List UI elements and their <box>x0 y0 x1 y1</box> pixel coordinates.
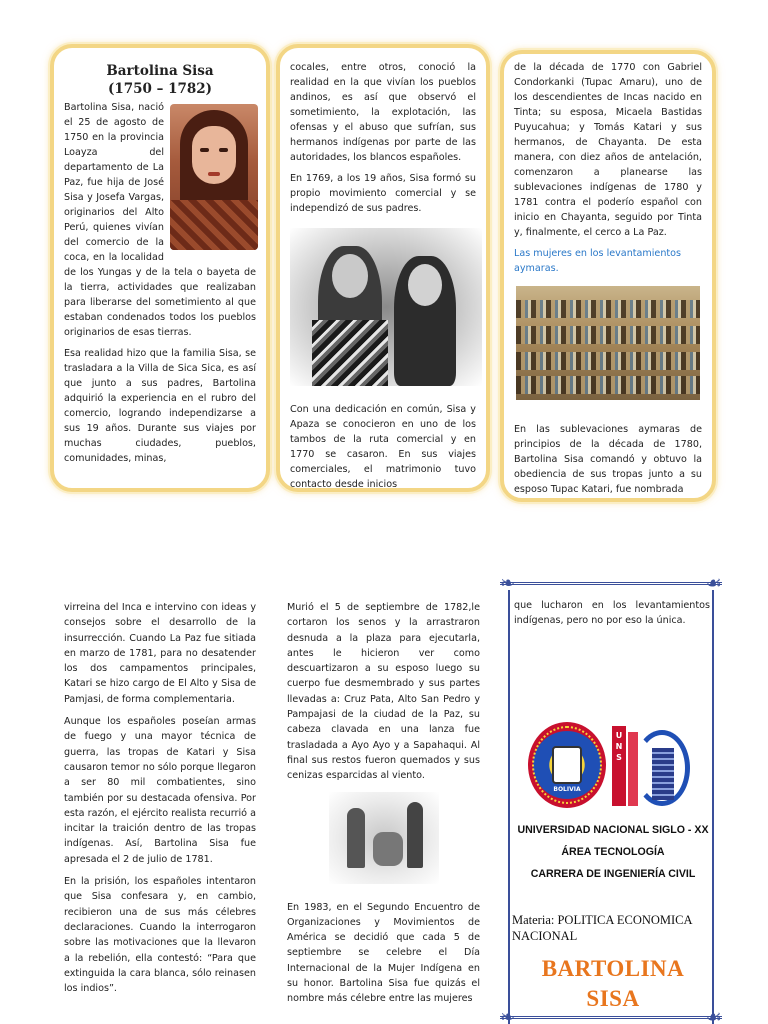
cover-panel <box>508 590 714 1024</box>
paragraph: virreina del Inca e intervino con ideas y consejos sobre el desarrollo de la insurrección. Cuando La Paz fue sitiada en marzo de 1781, para no desatender los dos campamentos principales, Katari se hizo cargo de El Alto y Sisa de Pamjasi, de forma complementaria. <box>64 602 256 705</box>
panel-capture <box>64 600 256 1003</box>
seal-label: BOLIVIA <box>553 786 581 793</box>
paragraph: de la década de 1770 con Gabriel Condorkanki (Tupac Amaru), uno de los descendientes de Incas nacido en Tinta; su esposa, Micaela Bastidas Puyucahua; y Tomás Katari y sus hermanos, de Chayanta. De esta manera, con diez años de antelación, comenzaron a planearse las sublevaciones indígenas de 1780 y 1781 contra el poderío español con inicio en Chayanta, seguido por Tinta y, finalmente, el cerco a La Paz. <box>514 62 702 238</box>
battle-painting-image <box>516 286 700 400</box>
bottom-ornament-border: ❧ ☙ <box>500 1016 722 1024</box>
subject-label: Materia: POLITICA ECONOMICA NACIONAL <box>512 913 692 943</box>
university-seal-logo <box>528 722 606 808</box>
page-title: Bartolina Sisa <box>106 63 214 79</box>
engineering-faculty-logo <box>612 722 690 810</box>
panel-death-legacy <box>287 600 480 1014</box>
section-heading: Las mujeres en los levantamientos aymaras. <box>514 248 682 274</box>
panel-biography-intro <box>50 44 270 492</box>
paragraph: En la prisión, los españoles intentaron que Sisa confesara y, en cambio, recibieron una de sus más célebres declaraciones. Cuando la interrogaron sobre las motivaciones que la llevaron a la rebelión, ella contestó: “Para que extinguida la cara blanca, sólo reinasen los indios”. <box>64 876 256 995</box>
execution-sketch-image <box>329 792 439 884</box>
paragraph: Aunque los españoles poseían armas de fuego y una mayor técnica de guerra, las tropas de Katari y Sisa causaron temor no sólo porque llegaron a ser 80 mil combatientes, sino también por su destacada ofensiva. Por esta razón, el ejército realista recurrió a incitar la traición dentro de las tropas indígenas. Así, Bartolina Sisa fue apresada el 2 de julio de 1781. <box>64 716 256 865</box>
panel-biography-travels <box>276 44 490 492</box>
paragraph: Esa realidad hizo que la familia Sisa, se trasladara a la Villa de Sica Sica, es así que junto a sus padres, Bartolina adquirió la experiencia en el rubro del comercio, logrando independizarse a sus 19 años. Durante sus viajes por muchas ciudades, pueblos, comunidades, minas, <box>64 348 256 464</box>
paragraph: En las sublevaciones aymaras de principios de la década de 1780, Bartolina Sisa comandó y obtuvo la obediencia de sus tropas junto a su esposo Tupac Katari, fue nombrada <box>514 424 702 495</box>
life-dates: (1750 – 1782) <box>107 81 213 97</box>
paragraph: que lucharon en los levantamientos indígenas, pero no por eso la única. <box>514 600 710 626</box>
cover-title-line2: SISA <box>586 986 640 1011</box>
paragraph: Bartolina Sisa, nació el 25 de agosto de 1750 en la provincia Loayza del departamento de La Paz, fue hija de José Sisa y Josefa Vargas, originarios del Alto Perú, quienes vivían del comercio de la coca, en la localidad de los Yungas y de la tela o bayeta de la tierra, actividades que realizaban para liberarse del sometimiento al que estaban condenados todos los pueblos originarios de esas tierras. <box>64 102 256 338</box>
paragraph: En 1769, a los 19 años, Sisa formó su propio movimiento comercial y se independizó de sus padres. <box>290 173 476 214</box>
portrait-bartolina-sisa-image <box>170 104 258 250</box>
paragraph: cocales, entre otros, conoció la realidad en la que vivían los pueblos andinos, es así que observó el sometimiento, la explotación, las ofensas y el abuso que sufrían, sus hermanos indígenas por parte de las autoridades, los blancos españoles. <box>290 62 476 163</box>
paragraph: En 1983, en el Segundo Encuentro de Organizaciones y Movimientos de América se decidió que cada 5 de septiembre se celebre el Día Internacional de la Mujer Indígena en su honor. Bartolina Sisa fue quizás el nombre más célebre entre las mujeres <box>287 901 480 1005</box>
top-ornament-border: ❧ ☙ <box>500 582 722 598</box>
career-name: CARRERA DE INGENIERÍA CIVIL <box>530 868 696 880</box>
area-name: ÁREA TECNOLOGÍA <box>561 846 665 858</box>
cover-title-line1: BARTOLINA <box>541 956 685 981</box>
university-name: UNIVERSIDAD NACIONAL SIGLO - XX <box>517 824 709 836</box>
paragraph: Con una dedicación en común, Sisa y Apaza se conocieron en uno de los tambos de la ruta comercial y en 1770 se casaron. En sus viajes comerciales, el matrimonio tuvo contacto desde inicios <box>290 404 476 490</box>
paragraph: Murió el 5 de septiembre de 1782,le cortaron los senos y la arrastraron desnuda a la plaza para ejecutarla, antes le hicieron ver como descuartizaron a su esposo luego su cuerpo fue desmembrado y sus partes llevadas a: Cruz Pata, Alto San Pedro y Pampajasi de la ciudad de la Paz, su cabeza clavada en una lanza fue trasladada a Ayo Ayo y a Sapahaqui. Al final sus restos fueron quemados y sus cenizas esparcidas al viento. <box>287 602 480 782</box>
couple-illustration-image <box>290 228 482 386</box>
logo-letters: U N S <box>615 731 623 762</box>
panel-uprisings <box>500 50 716 502</box>
